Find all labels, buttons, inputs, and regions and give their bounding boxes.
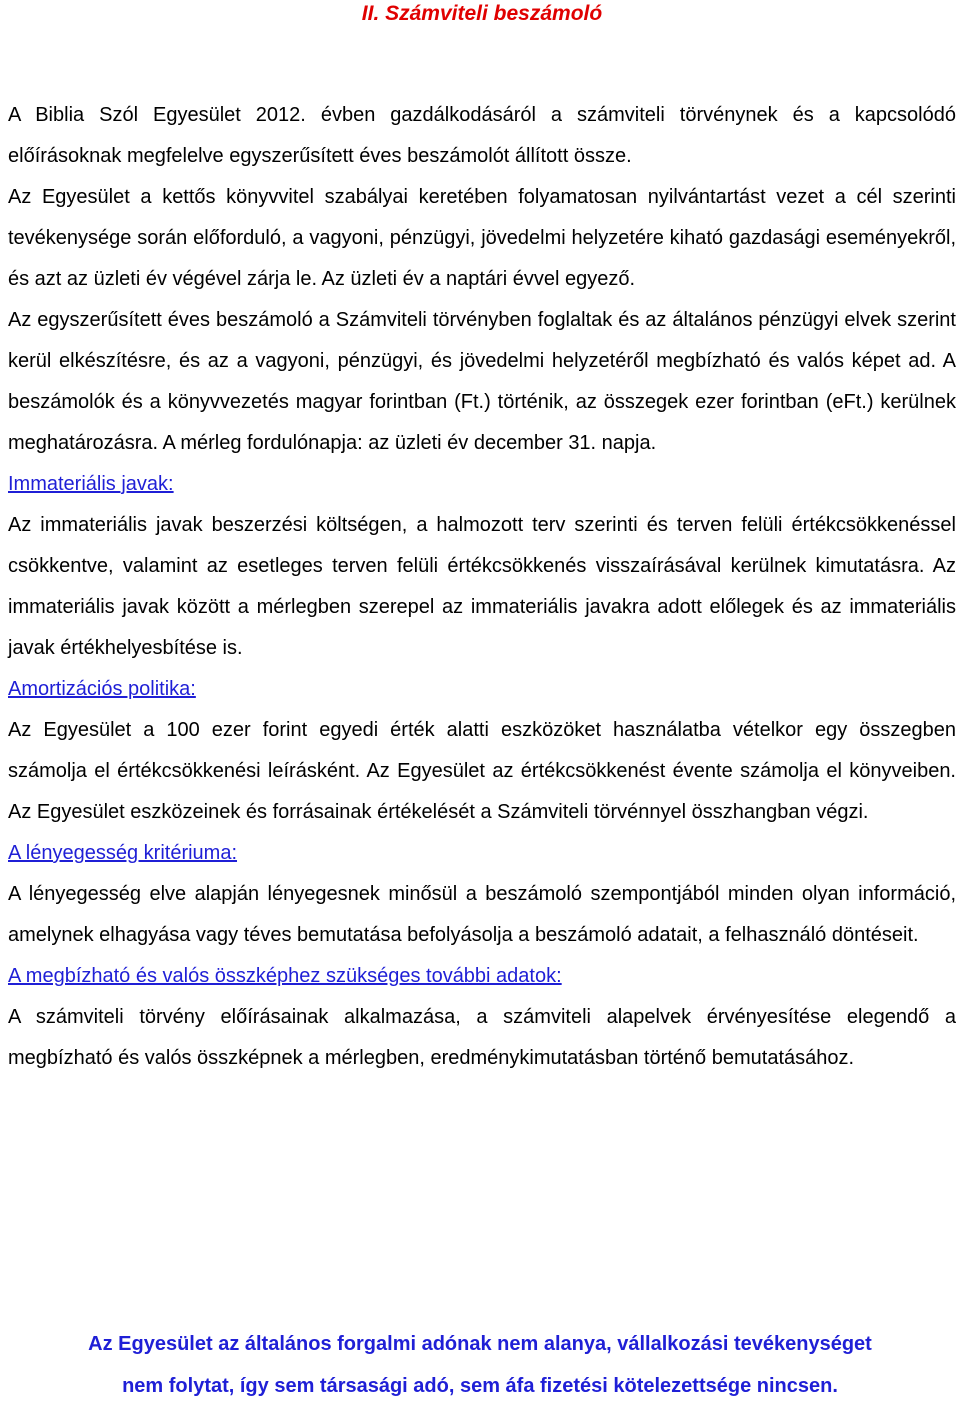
- intro-paragraph-2: Az Egyesület a kettős könyvvitel szabályai keretében folyamatosan nyilvántartást vezet a cél szerinti tevékenysége során előforduló, a vagyoni, pénzügyi, jövedelmi helyzetére kiható gazdasági eseményekről, és azt az üzleti év végével zárja le. Az üzleti év a naptári évvel egyező.: [8, 186, 956, 290]
- section-heading: A megbízható és valós összképhez szükséges további adatok:: [8, 965, 562, 987]
- section-body: A lényegesség elve alapján lényegesnek minősül a beszámoló szempontjából minden olyan információ, amelynek elhagyása vagy téves bemutatása befolyásolja a beszámoló adatait, a felhasználó döntéseit.: [8, 883, 956, 946]
- section-heading: Immateriális javak:: [8, 473, 174, 495]
- section-immaterial-assets: [8, 464, 956, 669]
- section-body: Az immateriális javak beszerzési költségen, a halmozott terv szerinti és terven felüli értékcsökkenéssel csökkentve, valamint az esetleges terven felüli értékcsökkenés visszaírásával kerülnek kimutatásra. Az immateriális javak között a mérlegben szerepel az immateriális javakra adott előlegek és az immateriális javak értékhelyesbítése is.: [8, 514, 956, 659]
- section-amortization-policy: [8, 669, 956, 833]
- section-heading: A lényegesség kritériuma:: [8, 842, 238, 864]
- intro-paragraph-3: Az egyszerűsített éves beszámoló a Számviteli törvényben foglaltak és az általános pénzügyi elvek szerint kerül elkészítésre, és az a vagyoni, pénzügyi, és jövedelmi helyzetéről megbízható és valós képet ad. A beszámolók és a könyvvezetés magyar forintban (Ft.) történik, az összegek ezer forintban (eFt.) kerülnek meghatározásra. A mérleg fordulónapja: az üzleti év december 31. napja.: [8, 309, 956, 454]
- section-body: A számviteli törvény előírásainak alkalmazása, a számviteli alapelvek érvényesítése elegendő a megbízható és valós összképnek a mérlegben, eredménykimutatásban történő bemutatásához.: [8, 1006, 956, 1069]
- tax-status-note-line-2: nem folytat, így sem társasági adó, sem áfa fizetési kötelezettsége nincsen.: [122, 1375, 838, 1397]
- tax-status-note-line-1: Az Egyesület az általános forgalmi adónak nem alanya, vállalkozási tevékenységet: [88, 1333, 872, 1355]
- intro-paragraph-1: A Biblia Szól Egyesület 2012. évben gazdálkodásáról a számviteli törvénynek és a kapcsolódó előírásoknak megfelelve egyszerűsített éves beszámolót állított össze.: [8, 104, 956, 167]
- tax-status-note: [0, 1323, 960, 1407]
- section-heading: Amortizációs politika:: [8, 678, 196, 700]
- section-additional-data: [8, 956, 956, 1079]
- document-title: II. Számviteli beszámoló: [361, 2, 603, 25]
- section-body: Az Egyesület a 100 ezer forint egyedi érték alatti eszközöket használatba vételkor egy összegben számolja el értékcsökkenési leírásként. Az Egyesület az értékcsökkenést évente számolja el könyveiben. Az Egyesület eszközeinek és forrásainak értékelését a Számviteli törvénnyel összhangban végzi.: [8, 719, 956, 823]
- section-materiality: [8, 833, 956, 956]
- document-page: [8, 0, 956, 1079]
